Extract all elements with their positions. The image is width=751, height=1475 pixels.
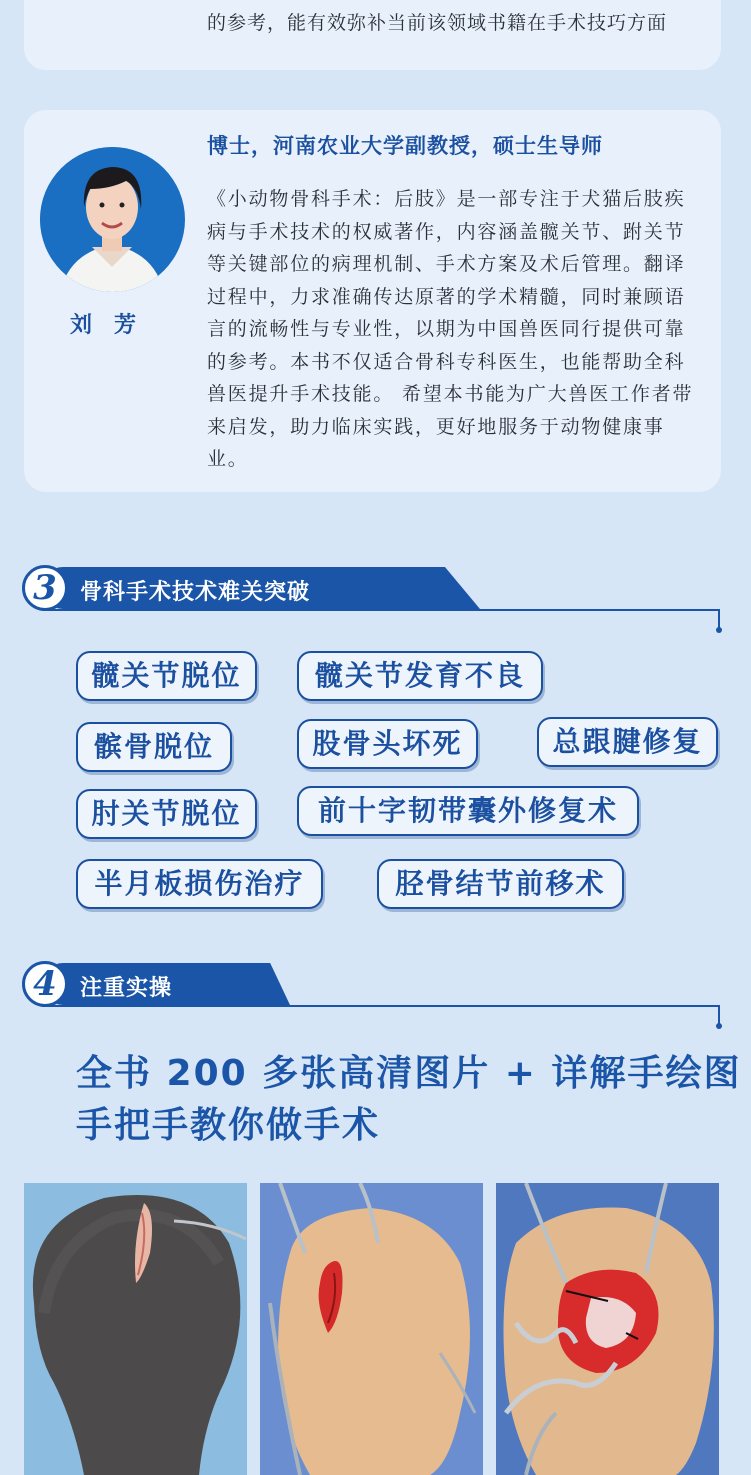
surgery-photo-3 [496,1183,719,1475]
tag-patella-luxation: 髌骨脱位 [76,722,232,772]
author-title: 博士，河南农业大学副教授，硕士生导师 [207,134,603,158]
section-divider [42,1005,720,1007]
section-divider [42,609,720,611]
section-title: 骨科手术技术难关突破 [80,580,311,605]
author-name: 刘芳 [69,313,158,338]
tag-ccl-extracapsular-repair: 前十字韧带囊外修复术 [297,786,639,836]
tag-femoral-head-necrosis: 股骨头坏死 [297,719,478,769]
tag-achilles-repair: 总跟腱修复 [537,717,718,767]
tag-elbow-luxation: 肘关节脱位 [76,789,257,839]
divider-dot [716,1023,722,1029]
tag-hip-dysplasia: 髋关节发育不良 [297,651,543,701]
section-3-header [22,567,722,637]
intro-card [24,0,721,70]
headline-line-2: 手把手教你做手术 [76,1105,381,1146]
section-number-badge: 3 [22,565,68,611]
author-description: 《小动物骨科手术：后肢》是一部专注于犬猫后肢疾病与手术技术的权威著作，内容涵盖髋关节、跗关节等关键部位的病理机制、手术方案及术后管理。翻译过程中，力求准确传达原著的学术精髓，同时兼顾语言的流畅性与专业性，以期为中国兽医同行提供可靠的参考。本书不仅适合骨科专科医生，也能帮助全科兽医提升手术技能。 希望本书能为广大兽医工作者带来启发，助力临床实践，更好地服务于动物健康事业。 [207,188,694,470]
section-4-header [22,963,722,1033]
surgery-photo-2 [260,1183,483,1475]
divider-dot [716,627,722,633]
section-title: 注重实操 [80,976,173,1001]
headline [76,1048,741,1152]
intro-text-line: 的参考，能有效弥补当前该领域书籍在手术技巧方面 [207,12,668,34]
author-avatar [40,147,185,292]
tag-hip-luxation: 髋关节脱位 [76,651,257,701]
headline-line-1: 全书 200 多张高清图片 + 详解手绘图 [76,1053,742,1094]
surgery-photo-1 [24,1183,247,1475]
tag-meniscus-treatment: 半月板损伤治疗 [76,859,323,909]
tag-tibial-tuberosity-advancement: 胫骨结节前移术 [377,859,624,909]
section-number-badge: 4 [22,961,68,1007]
